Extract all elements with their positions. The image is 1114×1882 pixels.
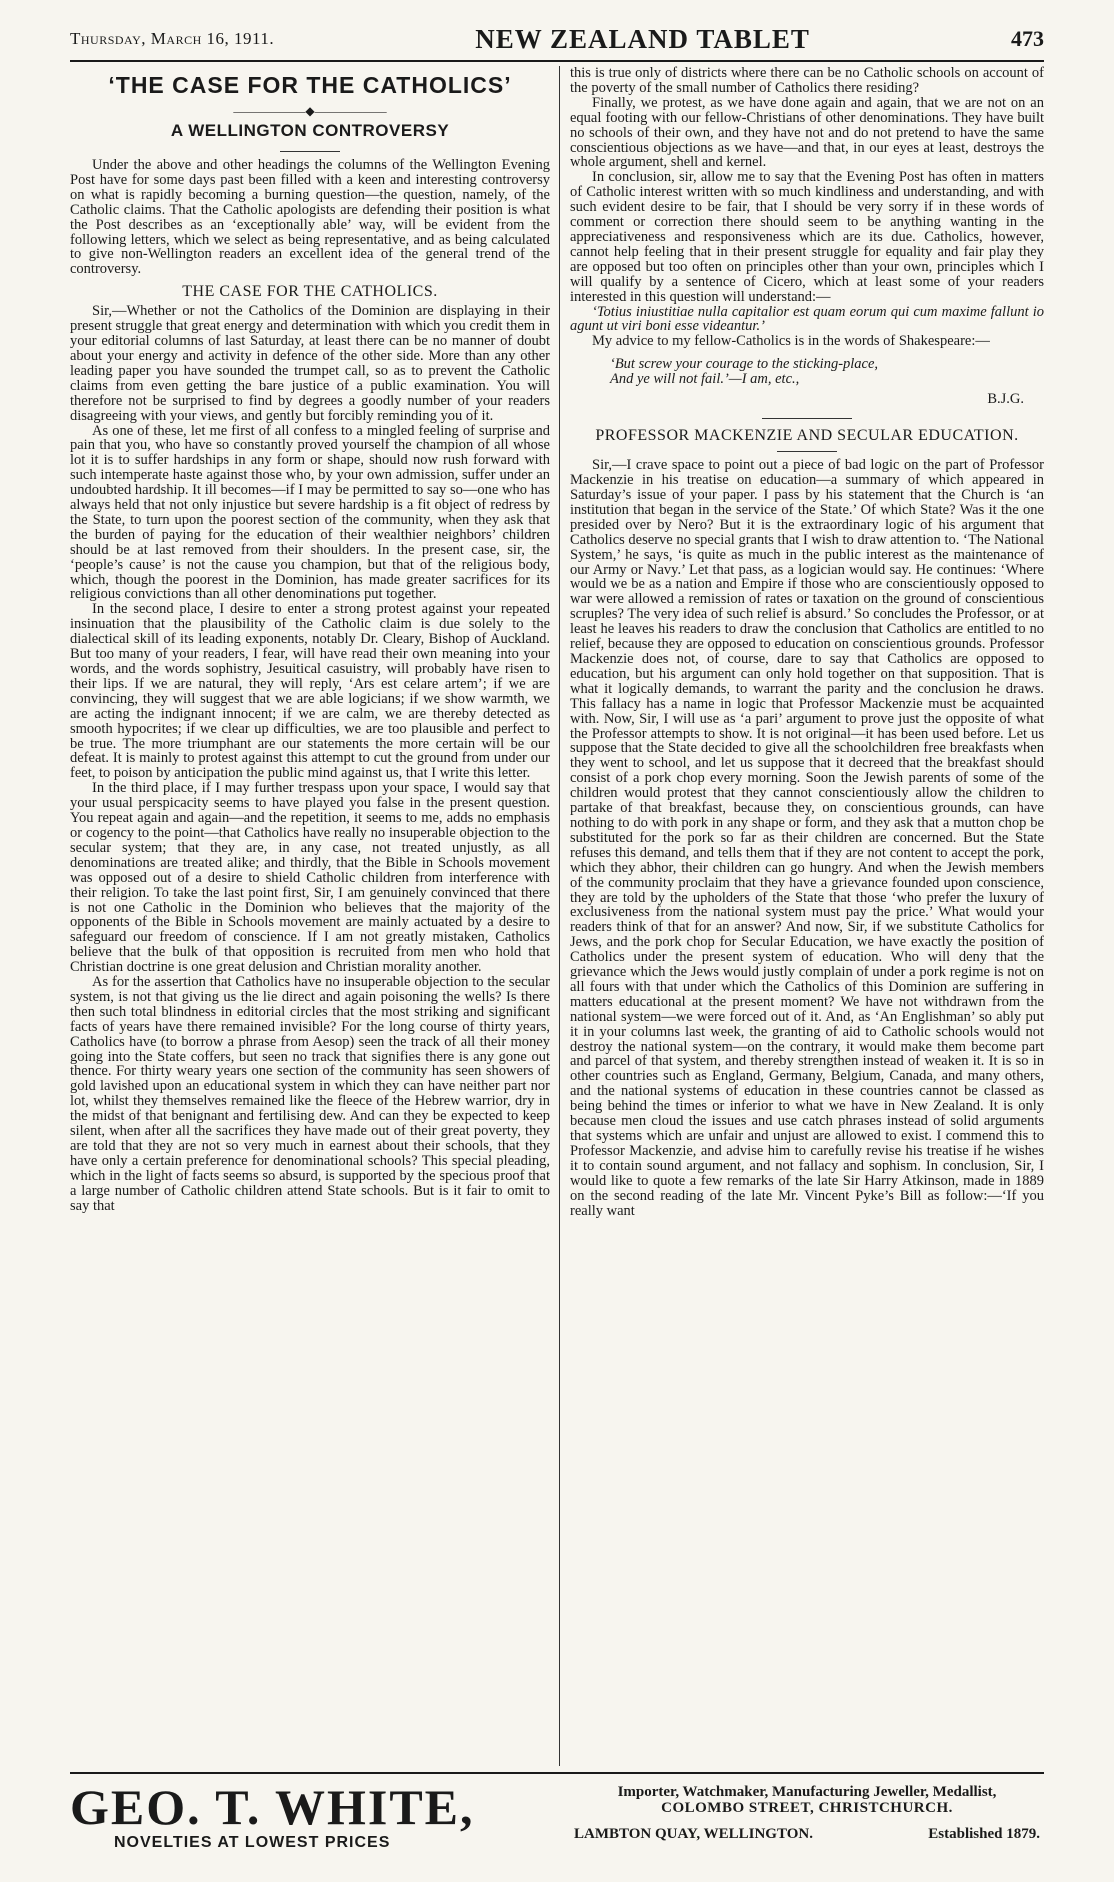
- article-columns: [70, 66, 1044, 1766]
- latin-quote: ‘Totius iniustitiae nulla capitalior est quam eorum qui cum maxime fallunt io agunt ut viri boni esse videantur.’: [570, 303, 1044, 335]
- body-paragraph: As for the assertion that Catholics have no insuperable objection to the secular system, is not that giving us the lie direct and again poisoning the wells? Is there then such total blindness in editorial circles that the most striking and significant facts of years have there remained invisible? For the long course of thirty years, Catholics have (to borrow a phrase from Aesop) seen the track of all their money going into the State coffers, but seen no track that signifies there is any gone out thence. For thirty weary years one section of the community has seen showers of gold lavished upon an educational system in which they can have neither part nor lot, whilst they themselves remained like the fleece of the Hebrew warrior, dry in the midst of that benignant and fertilising dew. And can they be expected to keep silent, when after all the sacrifices they have made out of their great poverty, they are told that they are not so very much in earnest about their schools, that they have only a certain preference for denominational schools? This special pleading, which in the light of facts seems so absurd, is supported by the specious proof that a large number of Catholic children attend State schools. But is it fair to omit to say that: [70, 974, 550, 1214]
- body-paragraph: In conclusion, sir, allow me to say that the Evening Post has often in matters of Catholic interest written with so much kindliness and understanding, and with such evident desire to be fair, that I should be very sorry if in these words of comment or correction there should seem to be anything wanting in the appreciativeness and responsiveness which are its due. Catholics, however, cannot help feeling that in their present struggle for equality and fair play they are opposed but too often on principles other than your own, principles which I will qualify by a sentence of Cicero, which at least some of your readers interested in this question will understand:—: [570, 169, 1044, 305]
- article-headline: ‘THE CASE FOR THE CATHOLICS’: [108, 72, 512, 98]
- advert-rule: [70, 1772, 1044, 1774]
- left-column: [70, 66, 550, 1766]
- body-paragraph: Finally, we protest, as we have done again and again, that we are not on an equal footing with our fellow-Christians of other denominations. They have built no schools of their own, and they have not and do not pretend to have the same conscientious objections as we have—and that, in our eyes at least, destroys the whole argument, shell and kernel.: [570, 94, 1044, 171]
- advert-bottom-line: [570, 1826, 1044, 1843]
- shakespeare-verse: [610, 357, 1044, 387]
- advert-tagline: NOVELTIES AT LOWEST PRICES: [114, 1834, 391, 1851]
- right-column: [570, 66, 1044, 1766]
- page-number: 473: [1011, 26, 1044, 51]
- verse-line: And ye will not fail.’—I am, etc.,: [610, 371, 800, 388]
- verse-line: ‘But screw your courage to the sticking-place,: [610, 356, 879, 373]
- body-paragraph: In the second place, I desire to enter a strong protest against your repeated insinuation that the plausibility of the Catholic claim is due solely to the dialectical skill of its leading exponents, notably Dr. Cleary, Bishop of Auckland. But too many of your readers, I fear, will have read their own meaning into your words, and the words sophistry, Jesuitical casuistry, will probably have risen to their lips. If we are natural, they will reply, ‘Ars est celare artem’; if we are convincing, they will suggest that we are able logicians; if we show warmth, we are acting the indignant innocent; if we are calm, we are thereby detected as smooth hypocrites; if we clear up difficulties, we are too plausible and perfect to be true. The more triumphant are our statements the more certain will be our defeat. It is mainly to protest against this attempt to cut the ground from under our feet, to poison by anticipation the public mind against us, that I write this letter.: [70, 601, 550, 782]
- continued-paragraph: this is true only of districts where there can be no Catholic schools on account of the poverty of the small number of Catholics there residing?: [570, 66, 1044, 96]
- divider: [762, 418, 852, 419]
- advert-established: Established 1879.: [928, 1826, 1040, 1842]
- advert-brand: [70, 1780, 550, 1852]
- headline-ornament: ——————◆——————: [233, 104, 387, 118]
- issue-date: Thursday, March 16, 1911.: [70, 29, 275, 48]
- advert-trades: Importer, Watchmaker, Manufacturing Jeweller, Medallist,: [617, 1784, 997, 1800]
- divider: [280, 151, 340, 152]
- body-paragraph: Sir,—Whether or not the Catholics of the Dominion are displaying in their present struggle that great energy and determination with which you credit them in your editorial columns of last Saturday, at least there can be no manner of doubt about your energy and activity in defence of the other side. More than any other leading paper you have sounded the trumpet call, so as to prevent the Catholic claims from even getting the bare justice of a public examination. You will therefore not be surprised to find by degrees a goodly number of your readers disagreeing with your views, and gently but forcibly reminding you of it.: [70, 303, 550, 424]
- letter-signature: B.J.G.: [987, 391, 1024, 408]
- body-paragraph: In the third place, if I may further trespass upon your space, I would say that your usual perspicacity seems to have played you false in the present question. You repeat again and again—and the repetition, it seems to me, adds no emphasis or cogency to the point—that Catholics have really no insuperable objection to the secular system; that they are, in any case, not treated unjustly, as all denominations are treated alike; and thirdly, that the Bible in Schools movement was opposed out of a desire to shield Catholic children from interference with their religion. To take the last point first, Sir, I am genuinely convinced that there is not one Catholic in the Dominion who believes that the majority of the opponents of the Bible in Schools movement are mainly actuated by a desire to safeguard our freedom of conscience. If I am not greatly mistaken, Catholics believe that the bulk of that opposition is recruited from men who hold that Christian doctrine is one great delusion and Christian morality another.: [70, 780, 550, 976]
- advert-name: GEO. T. WHITE,: [70, 1779, 475, 1835]
- letter-title: THE CASE FOR THE CATHOLICS.: [182, 283, 438, 301]
- body-paragraph: As one of these, let me first of all confess to a mingled feeling of surprise and pain that you, who have so constantly proved yourself the champion of all whose lot it is to suffer hardships in any form or shape, should now rush forward with such intemperate haste against those who, by your own admission, suffer under an undoubted hardship. It ill becomes—if I may be permitted to say so—one who has always held that not only injustice but severe hardship is a fit object of redress by the State, to turn upon the poorest section of the community, when they ask that the burden of paying for the education of their wealthier neighbors’ children should be at last removed from their shoulders. In the present case, sir, the ‘people’s cause’ is not the cause you champion, but that of the religious body, which, though the poorest in the Dominion, has made greater sacrifices for its religious convictions than all other denominations put together.: [70, 422, 550, 603]
- publication-title: NEW ZEALAND TABLET: [475, 23, 810, 54]
- advertisement: [70, 1780, 1044, 1870]
- advert-details: [570, 1784, 1044, 1843]
- article-subheadline: A WELLINGTON CONTROVERSY: [170, 121, 450, 140]
- advert-address-christchurch: COLOMBO STREET, CHRISTCHURCH.: [661, 1800, 953, 1816]
- column-rule: [559, 66, 560, 1766]
- advert-address-wellington: LAMBTON QUAY, WELLINGTON.: [574, 1826, 813, 1842]
- divider: [777, 451, 837, 452]
- body-paragraph: Sir,—I crave space to point out a piece of bad logic on the part of Professor Mackenzie in his treatise on education—a summary of which appeared in Saturday’s issue of your paper. I pass by his statement that the Church is ‘an institution that began in the service of the State.’ Of which State? Was it the one presided over by Nero? But it is the extraordinary logic of his argument that Catholics deserve no special grants that I wish to draw attention to. ‘The National System,’ he says, ‘is quite as much in the public interest as the maintenance of our Army or Navy.’ Let that pass, as a logician would say. He continues: ‘Where would we be as a nation and Empire if those who are conscientiously opposed to war were allowed a remission of rates or taxation on the ground of conscientious scruples? The very idea of such relief is absurd.’ So concludes the Professor, or at least he leaves his readers to draw the conclusion that Catholics are entitled to no relief, because they are opposed to education on conscientious grounds. Professor Mackenzie does not, of course, dare to say that Catholics are opposed to education, but his argument can only hold together on that supposition. That is what it logically demands, to warrant the parity and the conclusion he draws. This fallacy has a name in logic that Professor Mackenzie must be acquainted with. Now, Sir, I will use as ‘a pari’ argument to prove just the opposite of what the Professor attempts to show. It is not original—it has been used before. Let us suppose that the State decided to give all the schoolchildren free breakfasts when they went to school, and let us suppose that it decreed that the breakfast should consist of a pork chop every morning. Soon the Jewish parents of some of the children would protest that they cannot conscientiously allow the children to partake of that breakfast, because they, on conscientious grounds, can have nothing to do with pork in any shape or form, and they ask that a mutton chop be substituted for the pork so far as their children are concerned. But the State refuses this demand, and tells them that if they are not content to accept the pork, which they abhor, their children can go hungry. And when the Jewish members of the community proclaim that they have a grievance founded upon conscience, they are told by the upholders of the State that those ‘who prefer the luxury of exclusiveness from the national system must pay the price.’ What would your readers think of that for an answer? And now, Sir, if we substitute Catholics for Jews, and the pork chop for Secular Education, we have exactly the position of Catholics under the present system of education. Who will deny that the grievance which the Jews would justly complain of under a pork regime is not on all fours with that under which the Catholics of this Dominion are suffering in matters educational at the present moment? We have not withdrawn from the national system—we were forced out of it. And, as ‘An Englishman’ so ably put it in your columns last week, the granting of aid to Catholic schools would not destroy the national system—on the contrary, it would make them become part and parcel of that system, and thereby strengthen instead of weaken it. It is so in other countries such as England, Germany, Belgium, Canada, and many others, and the national systems of education in these countries cannot be classed as being behind the times or inferior to what we have in New Zealand. It is only because men cloud the issues and use catch phrases instead of solid arguments that systems which are unfair and unjust are allowed to exist. I commend this to Professor Mackenzie, and advise him to carefully revise his treatise if he wishes it to contain sound argument, and not fallacy and sophism. In conclusion, Sir, I would like to quote a few remarks of the late Sir Harry Atkinson, made in 1889 on the second reading of the late Mr. Vincent Pyke’s Bill as follow:—‘If you really want: [570, 457, 1044, 1219]
- intro-paragraph: Under the above and other headings the columns of the Wellington Evening Post have for some days past been filled with a keen and interesting controversy on what is rapidly becoming a burning question—the question, namely, of the Catholic claims. That the Catholic apologists are defending their position is what the Post describes as an ‘exceptionally able’ way, will be evident from the following letters, which we select as being representative, and as being calculated to give non-Wellington readers an excellent idea of the general trend of the controversy.: [70, 157, 550, 278]
- masthead: [70, 18, 1044, 62]
- section-title: PROFESSOR MACKENZIE AND SECULAR EDUCATION.: [595, 427, 1019, 445]
- body-paragraph: My advice to my fellow-Catholics is in the words of Shakespeare:—: [592, 333, 990, 350]
